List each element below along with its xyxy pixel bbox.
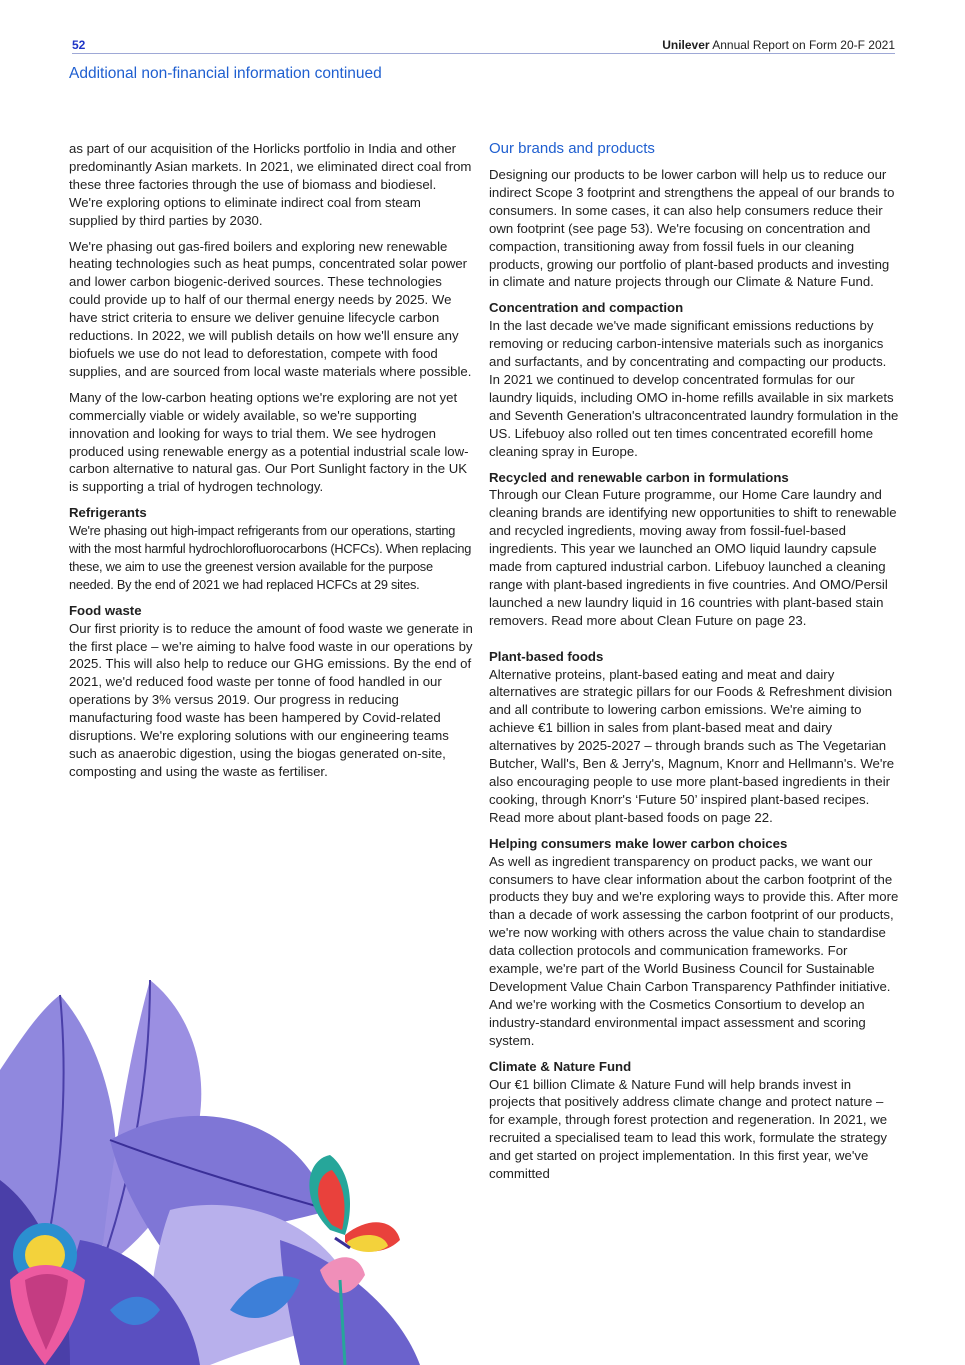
refrigerants-text: We're phasing out high-impact refrigerants from our operations, starting with the most harmful hydrochlorofluorocarbons (HCFCs). When replacing these, we aim to use the greenest version available for the purpose needed. By the end of 2021 we had replaced HCFCs at 29 sites. xyxy=(69,523,472,592)
right-column xyxy=(489,140,899,1191)
report-name: Annual Report on Form 20-F 2021 xyxy=(712,38,895,52)
refrigerants-heading: Refrigerants xyxy=(69,505,147,521)
concentration-text: In the last decade we've made significant emissions reductions by removing or reducing carbon-intensive materials such as inorganics and surfactants, and by concentrating and compacting our products. In 2021 we continued to develop concentrated formulas for our laundry liquids, including OMO in-home refills available in six markets and Seventh Generation's ultraconcentrated laundry formulation in the US. Lifebuoy also rolled out ten times concentrated ecorefill home cleaning spray in Europe. xyxy=(489,318,899,459)
left-column xyxy=(69,140,473,789)
paragraph-heating: We're phasing out gas-fired boilers and exploring new renewable heating technologies such as heat pumps, concentrated solar power and lower carbon biogenic-derived sources. These technologies could provide up to half of our thermal energy needs by 2025. We have strict criteria to ensure we deliver genuine lifecycle carbon reductions. In 2022, we will publish details on how we'll ensure any biofuels we use do not lead to deforestation, compete with food supplies, and are sourced from local waste materials where possible. xyxy=(69,238,472,379)
climate-fund-text: Our €1 billion Climate & Nature Fund will help brands invest in projects that positively address climate change and protect nature – for example, through forest protection and regeneration. In 2021, we recruited a specialised team to lead this work, formulate the strategy and get started on project implementation. In this first year, we've committed xyxy=(489,1076,888,1182)
header-rule xyxy=(72,53,895,54)
paragraph-coal: as part of our acquisition of the Horlicks portfolio in India and other predominantly Asian markets. In 2021, we eliminated direct coal from these three factories through the use of biomass and biodiesel. We're exploring options to eliminate indirect coal from steam supplied by third parties by 2030. xyxy=(69,141,472,228)
page-number: 52 xyxy=(72,38,86,52)
brands-text: Designing our products to be lower carbon will help us to reduce our indirect Scope 3 footprint and strengthens the appeal of our brands to consumers. In some cases, it can also help consumers reduce their own footprint (see page 53). We're focusing on concentration and compaction, transitioning away from fossil fuels in our cleaning products, growing our portfolio of plant-based products and investing in climate and nature projects through our Climate & Nature Fund. xyxy=(489,167,895,290)
brands-heading: Our brands and products xyxy=(489,140,655,157)
climate-fund-heading: Climate & Nature Fund xyxy=(489,1058,632,1074)
recycled-heading: Recycled and renewable carbon in formulations xyxy=(489,469,789,485)
helping-consumers-heading: Helping consumers make lower carbon choices xyxy=(489,835,788,851)
food-waste-heading: Food waste xyxy=(69,602,142,618)
food-waste-text: Our first priority is to reduce the amount of food waste we generate in the first place – we're aiming to halve food waste in our operations by 2025. This will also help to reduce our GHG emissions. By the end of 2021, we'd reduced food waste per tonne of food handled in our operations by 3% versus 2019. Our progress in reducing manufacturing food waste has been hampered by Covid-related disruptions. We're exploring solutions with our engineering teams such as anaerobic digestion, using the biogas generated on-site, composting and using the waste as fertiliser. xyxy=(69,620,473,779)
report-title xyxy=(662,38,895,52)
plant-based-text: Alternative proteins, plant-based eating and meat and dairy alternatives are strategic pillars for our Foods & Refreshment division and all contribute to lowering carbon emissions. We're aiming to achieve €1 billion in sales from plant-based meat and dairy alternatives by 2025-2027 – through brands such as The Vegetarian Butcher, Wall's, Ben & Jerry's, Magnum, Knorr and Hellmann's. We're also encouraging people to use more plant-based ingredients in their cooking, through Knorr's ‘Future 50’ inspired plant-based recipes. Read more about plant-based foods on page 22. xyxy=(489,666,895,825)
paragraph-hydrogen: Many of the low-carbon heating options we're exploring are not yet commercially viable or widely available, so we're supporting innovation and looking for ways to trial them. We see hydrogen produced using renewable energy as a potential industrial scale low-carbon alternative to natural gas. Our Port Sunlight factory in the UK is supporting a trial of hydrogen technology. xyxy=(69,389,469,495)
section-title: Additional non-financial information continued xyxy=(69,65,382,82)
spacer xyxy=(489,638,899,648)
brand-name: Unilever xyxy=(662,38,710,52)
plant-based-heading: Plant-based foods xyxy=(489,648,604,664)
botanical-illustration xyxy=(0,980,440,1365)
recycled-text: Through our Clean Future programme, our Home Care laundry and cleaning brands are identifying new opportunities to shift to renewable and recycled ingredients, moving away from fossil-fuel-based ingredients. This year we launched an OMO liquid laundry capsule made from captured industrial carbon. Lifebuoy launched a cleaning range with plant-based ingredients in five countries. And OMO/Persil launched a new laundry liquid in 16 countries with plant-based stain removers. Read more about Clean Future on page 23. xyxy=(489,487,897,628)
concentration-heading: Concentration and compaction xyxy=(489,300,684,316)
helping-consumers-text: As well as ingredient transparency on product packs, we want our consumers to have clear information about the carbon footprint of the products they buy and we're exploring ways to provide this. After more than a decade of work assessing the carbon footprint of our products, we're now working with others across the value chain to standardise data collection protocols and communication frameworks. For example, we're part of the World Business Council for Sustainable Development Value Chain Carbon Transparency Pathfinder initiative. And we're working with the Cosmetics Consortium to develop an industry-standard environmental impact assessment and scoring system. xyxy=(489,853,899,1048)
